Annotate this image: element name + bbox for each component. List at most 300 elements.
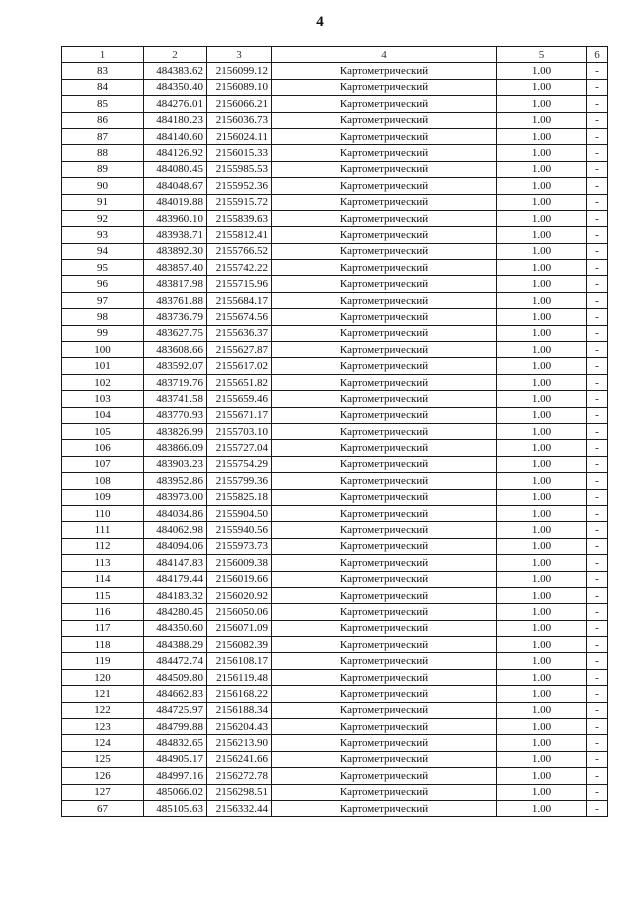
accuracy-cell: 1.00 xyxy=(497,620,587,636)
point-number-cell: 93 xyxy=(62,227,144,243)
accuracy-cell: 1.00 xyxy=(497,374,587,390)
x-coordinate-cell: 484383.62 xyxy=(144,63,207,79)
accuracy-cell: 1.00 xyxy=(497,128,587,144)
y-coordinate-cell: 2156019.66 xyxy=(207,571,272,587)
note-cell: - xyxy=(587,440,608,456)
method-cell: Картометрический xyxy=(272,669,497,685)
table-row xyxy=(62,292,608,308)
note-cell: - xyxy=(587,571,608,587)
x-coordinate-cell: 485105.63 xyxy=(144,800,207,816)
method-cell: Картометрический xyxy=(272,653,497,669)
note-cell: - xyxy=(587,325,608,341)
point-number-cell: 101 xyxy=(62,358,144,374)
note-cell: - xyxy=(587,800,608,816)
x-coordinate-cell: 483817.98 xyxy=(144,276,207,292)
column-header-6: 6 xyxy=(587,47,608,63)
point-number-cell: 88 xyxy=(62,145,144,161)
column-header-2: 2 xyxy=(144,47,207,63)
table-row xyxy=(62,276,608,292)
accuracy-cell: 1.00 xyxy=(497,292,587,308)
coordinates-table xyxy=(61,46,608,817)
point-number-cell: 90 xyxy=(62,178,144,194)
note-cell: - xyxy=(587,653,608,669)
table-row xyxy=(62,358,608,374)
accuracy-cell: 1.00 xyxy=(497,342,587,358)
accuracy-cell: 1.00 xyxy=(497,800,587,816)
page-number: 4 xyxy=(316,14,324,30)
note-cell: - xyxy=(587,210,608,226)
x-coordinate-cell: 483592.07 xyxy=(144,358,207,374)
point-number-cell: 92 xyxy=(62,210,144,226)
table-row xyxy=(62,309,608,325)
point-number-cell: 84 xyxy=(62,79,144,95)
accuracy-cell: 1.00 xyxy=(497,653,587,669)
method-cell: Картометрический xyxy=(272,112,497,128)
x-coordinate-cell: 484180.23 xyxy=(144,112,207,128)
method-cell: Картометрический xyxy=(272,292,497,308)
accuracy-cell: 1.00 xyxy=(497,358,587,374)
x-coordinate-cell: 485066.02 xyxy=(144,784,207,800)
x-coordinate-cell: 483938.71 xyxy=(144,227,207,243)
accuracy-cell: 1.00 xyxy=(497,260,587,276)
point-number-cell: 99 xyxy=(62,325,144,341)
y-coordinate-cell: 2156009.38 xyxy=(207,555,272,571)
accuracy-cell: 1.00 xyxy=(497,145,587,161)
table-row xyxy=(62,243,608,259)
table-row xyxy=(62,391,608,407)
y-coordinate-cell: 2156036.73 xyxy=(207,112,272,128)
y-coordinate-cell: 2155839.63 xyxy=(207,210,272,226)
note-cell: - xyxy=(587,227,608,243)
accuracy-cell: 1.00 xyxy=(497,735,587,751)
x-coordinate-cell: 484140.60 xyxy=(144,128,207,144)
point-number-cell: 114 xyxy=(62,571,144,587)
point-number-cell: 109 xyxy=(62,489,144,505)
method-cell: Картометрический xyxy=(272,342,497,358)
x-coordinate-cell: 484799.88 xyxy=(144,719,207,735)
note-cell: - xyxy=(587,374,608,390)
note-cell: - xyxy=(587,522,608,538)
accuracy-cell: 1.00 xyxy=(497,505,587,521)
point-number-cell: 120 xyxy=(62,669,144,685)
method-cell: Картометрический xyxy=(272,260,497,276)
accuracy-cell: 1.00 xyxy=(497,96,587,112)
table-row xyxy=(62,342,608,358)
note-cell: - xyxy=(587,555,608,571)
y-coordinate-cell: 2155799.36 xyxy=(207,473,272,489)
point-number-cell: 91 xyxy=(62,194,144,210)
x-coordinate-cell: 484183.32 xyxy=(144,587,207,603)
note-cell: - xyxy=(587,112,608,128)
accuracy-cell: 1.00 xyxy=(497,112,587,128)
method-cell: Картометрический xyxy=(272,637,497,653)
method-cell: Картометрический xyxy=(272,620,497,636)
accuracy-cell: 1.00 xyxy=(497,194,587,210)
y-coordinate-cell: 2155825.18 xyxy=(207,489,272,505)
point-number-cell: 122 xyxy=(62,702,144,718)
accuracy-cell: 1.00 xyxy=(497,604,587,620)
table-row xyxy=(62,440,608,456)
accuracy-cell: 1.00 xyxy=(497,161,587,177)
note-cell: - xyxy=(587,128,608,144)
method-cell: Картометрический xyxy=(272,456,497,472)
x-coordinate-cell: 483857.40 xyxy=(144,260,207,276)
method-cell: Картометрический xyxy=(272,800,497,816)
table-row xyxy=(62,555,608,571)
y-coordinate-cell: 2155985.53 xyxy=(207,161,272,177)
x-coordinate-cell: 484048.67 xyxy=(144,178,207,194)
y-coordinate-cell: 2155812.41 xyxy=(207,227,272,243)
x-coordinate-cell: 483973.00 xyxy=(144,489,207,505)
note-cell: - xyxy=(587,407,608,423)
y-coordinate-cell: 2155659.46 xyxy=(207,391,272,407)
table-body xyxy=(62,63,608,817)
table-header-row xyxy=(62,47,608,63)
accuracy-cell: 1.00 xyxy=(497,686,587,702)
x-coordinate-cell: 483736.79 xyxy=(144,309,207,325)
note-cell: - xyxy=(587,505,608,521)
note-cell: - xyxy=(587,161,608,177)
table-row xyxy=(62,768,608,784)
table-row xyxy=(62,637,608,653)
method-cell: Картометрический xyxy=(272,768,497,784)
column-header-3: 3 xyxy=(207,47,272,63)
method-cell: Картометрический xyxy=(272,79,497,95)
table-row xyxy=(62,79,608,95)
y-coordinate-cell: 2156015.33 xyxy=(207,145,272,161)
note-cell: - xyxy=(587,473,608,489)
y-coordinate-cell: 2156020.92 xyxy=(207,587,272,603)
y-coordinate-cell: 2155742.22 xyxy=(207,260,272,276)
accuracy-cell: 1.00 xyxy=(497,719,587,735)
method-cell: Картометрический xyxy=(272,571,497,587)
accuracy-cell: 1.00 xyxy=(497,391,587,407)
point-number-cell: 89 xyxy=(62,161,144,177)
method-cell: Картометрический xyxy=(272,473,497,489)
point-number-cell: 126 xyxy=(62,768,144,784)
point-number-cell: 97 xyxy=(62,292,144,308)
note-cell: - xyxy=(587,620,608,636)
point-number-cell: 124 xyxy=(62,735,144,751)
note-cell: - xyxy=(587,260,608,276)
method-cell: Картометрический xyxy=(272,735,497,751)
x-coordinate-cell: 484094.06 xyxy=(144,538,207,554)
y-coordinate-cell: 2155915.72 xyxy=(207,194,272,210)
note-cell: - xyxy=(587,784,608,800)
note-cell: - xyxy=(587,79,608,95)
note-cell: - xyxy=(587,391,608,407)
y-coordinate-cell: 2155715.96 xyxy=(207,276,272,292)
method-cell: Картометрический xyxy=(272,407,497,423)
y-coordinate-cell: 2155617.02 xyxy=(207,358,272,374)
accuracy-cell: 1.00 xyxy=(497,79,587,95)
note-cell: - xyxy=(587,342,608,358)
y-coordinate-cell: 2156168.22 xyxy=(207,686,272,702)
accuracy-cell: 1.00 xyxy=(497,407,587,423)
point-number-cell: 83 xyxy=(62,63,144,79)
table-row xyxy=(62,522,608,538)
table-row xyxy=(62,538,608,554)
table-row xyxy=(62,489,608,505)
point-number-cell: 115 xyxy=(62,587,144,603)
y-coordinate-cell: 2156272.78 xyxy=(207,768,272,784)
method-cell: Картометрический xyxy=(272,784,497,800)
point-number-cell: 113 xyxy=(62,555,144,571)
table-row xyxy=(62,473,608,489)
x-coordinate-cell: 484147.83 xyxy=(144,555,207,571)
table-row xyxy=(62,260,608,276)
point-number-cell: 127 xyxy=(62,784,144,800)
method-cell: Картометрический xyxy=(272,276,497,292)
y-coordinate-cell: 2155904.50 xyxy=(207,505,272,521)
table-row xyxy=(62,456,608,472)
table-row xyxy=(62,604,608,620)
method-cell: Картометрический xyxy=(272,391,497,407)
accuracy-cell: 1.00 xyxy=(497,555,587,571)
point-number-cell: 111 xyxy=(62,522,144,538)
accuracy-cell: 1.00 xyxy=(497,473,587,489)
table-row xyxy=(62,112,608,128)
accuracy-cell: 1.00 xyxy=(497,587,587,603)
point-number-cell: 100 xyxy=(62,342,144,358)
accuracy-cell: 1.00 xyxy=(497,63,587,79)
table-row xyxy=(62,505,608,521)
x-coordinate-cell: 484276.01 xyxy=(144,96,207,112)
method-cell: Картометрический xyxy=(272,374,497,390)
x-coordinate-cell: 483952.86 xyxy=(144,473,207,489)
x-coordinate-cell: 483960.10 xyxy=(144,210,207,226)
point-number-cell: 117 xyxy=(62,620,144,636)
table-row xyxy=(62,702,608,718)
accuracy-cell: 1.00 xyxy=(497,702,587,718)
table-row xyxy=(62,751,608,767)
point-number-cell: 108 xyxy=(62,473,144,489)
method-cell: Картометрический xyxy=(272,489,497,505)
point-number-cell: 87 xyxy=(62,128,144,144)
point-number-cell: 86 xyxy=(62,112,144,128)
table-row xyxy=(62,669,608,685)
note-cell: - xyxy=(587,243,608,259)
x-coordinate-cell: 484509.80 xyxy=(144,669,207,685)
y-coordinate-cell: 2156188.34 xyxy=(207,702,272,718)
point-number-cell: 96 xyxy=(62,276,144,292)
point-number-cell: 94 xyxy=(62,243,144,259)
table-row xyxy=(62,686,608,702)
x-coordinate-cell: 484080.45 xyxy=(144,161,207,177)
point-number-cell: 104 xyxy=(62,407,144,423)
note-cell: - xyxy=(587,276,608,292)
table-row xyxy=(62,587,608,603)
y-coordinate-cell: 2156071.09 xyxy=(207,620,272,636)
x-coordinate-cell: 484997.16 xyxy=(144,768,207,784)
x-coordinate-cell: 484388.29 xyxy=(144,637,207,653)
note-cell: - xyxy=(587,686,608,702)
method-cell: Картометрический xyxy=(272,686,497,702)
note-cell: - xyxy=(587,735,608,751)
x-coordinate-cell: 484350.40 xyxy=(144,79,207,95)
accuracy-cell: 1.00 xyxy=(497,227,587,243)
x-coordinate-cell: 483608.66 xyxy=(144,342,207,358)
y-coordinate-cell: 2155703.10 xyxy=(207,423,272,439)
point-number-cell: 123 xyxy=(62,719,144,735)
method-cell: Картометрический xyxy=(272,440,497,456)
method-cell: Картометрический xyxy=(272,358,497,374)
method-cell: Картометрический xyxy=(272,522,497,538)
accuracy-cell: 1.00 xyxy=(497,309,587,325)
x-coordinate-cell: 483866.09 xyxy=(144,440,207,456)
table-row xyxy=(62,374,608,390)
table-row xyxy=(62,227,608,243)
y-coordinate-cell: 2155727.04 xyxy=(207,440,272,456)
table-row xyxy=(62,407,608,423)
note-cell: - xyxy=(587,604,608,620)
note-cell: - xyxy=(587,292,608,308)
method-cell: Картометрический xyxy=(272,178,497,194)
y-coordinate-cell: 2156241.66 xyxy=(207,751,272,767)
note-cell: - xyxy=(587,538,608,554)
y-coordinate-cell: 2155952.36 xyxy=(207,178,272,194)
method-cell: Картометрический xyxy=(272,587,497,603)
x-coordinate-cell: 484350.60 xyxy=(144,620,207,636)
x-coordinate-cell: 484062.98 xyxy=(144,522,207,538)
y-coordinate-cell: 2155651.82 xyxy=(207,374,272,390)
note-cell: - xyxy=(587,719,608,735)
y-coordinate-cell: 2155671.17 xyxy=(207,407,272,423)
point-number-cell: 98 xyxy=(62,309,144,325)
method-cell: Картометрический xyxy=(272,210,497,226)
table-row xyxy=(62,800,608,816)
method-cell: Картометрический xyxy=(272,538,497,554)
x-coordinate-cell: 484280.45 xyxy=(144,604,207,620)
note-cell: - xyxy=(587,669,608,685)
table-row xyxy=(62,145,608,161)
accuracy-cell: 1.00 xyxy=(497,489,587,505)
point-number-cell: 112 xyxy=(62,538,144,554)
note-cell: - xyxy=(587,96,608,112)
column-header-4: 4 xyxy=(272,47,497,63)
method-cell: Картометрический xyxy=(272,128,497,144)
note-cell: - xyxy=(587,702,608,718)
table-row xyxy=(62,210,608,226)
note-cell: - xyxy=(587,63,608,79)
point-number-cell: 121 xyxy=(62,686,144,702)
y-coordinate-cell: 2156298.51 xyxy=(207,784,272,800)
method-cell: Картометрический xyxy=(272,702,497,718)
accuracy-cell: 1.00 xyxy=(497,784,587,800)
point-number-cell: 107 xyxy=(62,456,144,472)
note-cell: - xyxy=(587,751,608,767)
x-coordinate-cell: 484126.92 xyxy=(144,145,207,161)
table-row xyxy=(62,63,608,79)
method-cell: Картометрический xyxy=(272,423,497,439)
table-row xyxy=(62,571,608,587)
accuracy-cell: 1.00 xyxy=(497,522,587,538)
y-coordinate-cell: 2156332.44 xyxy=(207,800,272,816)
accuracy-cell: 1.00 xyxy=(497,751,587,767)
table-row xyxy=(62,620,608,636)
x-coordinate-cell: 484905.17 xyxy=(144,751,207,767)
y-coordinate-cell: 2155674.56 xyxy=(207,309,272,325)
x-coordinate-cell: 483892.30 xyxy=(144,243,207,259)
note-cell: - xyxy=(587,587,608,603)
accuracy-cell: 1.00 xyxy=(497,538,587,554)
y-coordinate-cell: 2156050.06 xyxy=(207,604,272,620)
method-cell: Картометрический xyxy=(272,719,497,735)
accuracy-cell: 1.00 xyxy=(497,669,587,685)
column-header-1: 1 xyxy=(62,47,144,63)
x-coordinate-cell: 483770.93 xyxy=(144,407,207,423)
table-row xyxy=(62,128,608,144)
table-row xyxy=(62,96,608,112)
table-row xyxy=(62,161,608,177)
x-coordinate-cell: 483627.75 xyxy=(144,325,207,341)
method-cell: Картометрический xyxy=(272,161,497,177)
accuracy-cell: 1.00 xyxy=(497,178,587,194)
point-number-cell: 85 xyxy=(62,96,144,112)
y-coordinate-cell: 2155940.56 xyxy=(207,522,272,538)
accuracy-cell: 1.00 xyxy=(497,243,587,259)
point-number-cell: 105 xyxy=(62,423,144,439)
accuracy-cell: 1.00 xyxy=(497,571,587,587)
point-number-cell: 118 xyxy=(62,637,144,653)
method-cell: Картометрический xyxy=(272,604,497,620)
accuracy-cell: 1.00 xyxy=(497,276,587,292)
accuracy-cell: 1.00 xyxy=(497,325,587,341)
y-coordinate-cell: 2155636.37 xyxy=(207,325,272,341)
note-cell: - xyxy=(587,489,608,505)
point-number-cell: 125 xyxy=(62,751,144,767)
method-cell: Картометрический xyxy=(272,194,497,210)
x-coordinate-cell: 484662.83 xyxy=(144,686,207,702)
x-coordinate-cell: 483903.23 xyxy=(144,456,207,472)
point-number-cell: 106 xyxy=(62,440,144,456)
y-coordinate-cell: 2156119.48 xyxy=(207,669,272,685)
note-cell: - xyxy=(587,145,608,161)
accuracy-cell: 1.00 xyxy=(497,768,587,784)
point-number-cell: 103 xyxy=(62,391,144,407)
x-coordinate-cell: 483761.88 xyxy=(144,292,207,308)
note-cell: - xyxy=(587,178,608,194)
y-coordinate-cell: 2155627.87 xyxy=(207,342,272,358)
method-cell: Картометрический xyxy=(272,751,497,767)
x-coordinate-cell: 483719.76 xyxy=(144,374,207,390)
table-row xyxy=(62,178,608,194)
note-cell: - xyxy=(587,309,608,325)
point-number-cell: 67 xyxy=(62,800,144,816)
x-coordinate-cell: 484832.65 xyxy=(144,735,207,751)
note-cell: - xyxy=(587,768,608,784)
method-cell: Картометрический xyxy=(272,555,497,571)
y-coordinate-cell: 2156024.11 xyxy=(207,128,272,144)
column-header-5: 5 xyxy=(497,47,587,63)
y-coordinate-cell: 2156066.21 xyxy=(207,96,272,112)
method-cell: Картометрический xyxy=(272,243,497,259)
method-cell: Картометрический xyxy=(272,325,497,341)
accuracy-cell: 1.00 xyxy=(497,210,587,226)
method-cell: Картометрический xyxy=(272,96,497,112)
y-coordinate-cell: 2156082.39 xyxy=(207,637,272,653)
x-coordinate-cell: 484034.86 xyxy=(144,505,207,521)
accuracy-cell: 1.00 xyxy=(497,423,587,439)
note-cell: - xyxy=(587,358,608,374)
y-coordinate-cell: 2155973.73 xyxy=(207,538,272,554)
x-coordinate-cell: 483741.58 xyxy=(144,391,207,407)
accuracy-cell: 1.00 xyxy=(497,456,587,472)
point-number-cell: 110 xyxy=(62,505,144,521)
accuracy-cell: 1.00 xyxy=(497,637,587,653)
method-cell: Картометрический xyxy=(272,505,497,521)
accuracy-cell: 1.00 xyxy=(497,440,587,456)
